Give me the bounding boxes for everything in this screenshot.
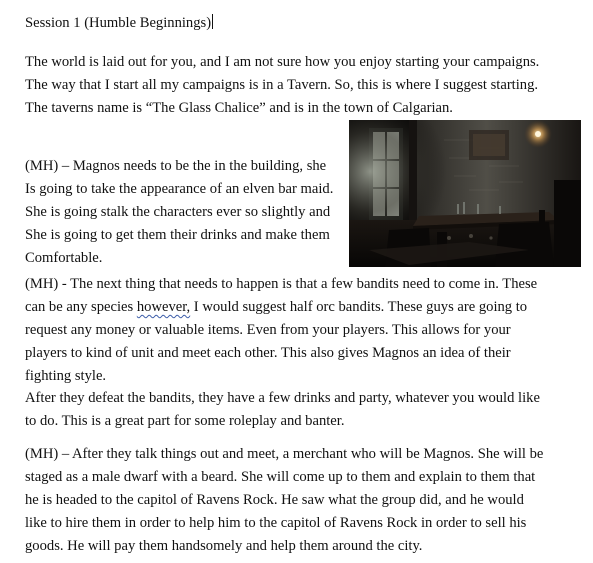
paragraph-line: (MH) – After they talk things out and meet, a merchant who will be Magnos. She will be xyxy=(25,446,544,462)
paragraph-bandits xyxy=(25,273,537,388)
paragraph-after-bandits xyxy=(25,387,540,433)
paragraph-line: he is headed to the capitol of Ravens Rock. He saw what the group did, and he would xyxy=(25,492,524,508)
paragraph-line: to do. This is a great part for some roleplay and banter. xyxy=(25,413,345,429)
tavern-photo-illustration xyxy=(349,120,581,267)
paragraph-line: like to hire them in order to help him to the capitol of Ravens Rock in order to sell his xyxy=(25,515,527,531)
document-title[interactable] xyxy=(25,13,213,33)
paragraph-line: (MH) – Magnos needs to be the in the building, she xyxy=(25,158,327,174)
paragraph-intro xyxy=(25,51,539,120)
paragraph-line: staged as a male dwarf with a beard. She will come up to them and explain to them that xyxy=(25,469,536,485)
paragraph-line: goods. He will pay them handsomely and help them around the city. xyxy=(25,538,423,554)
paragraph-line: request any money or valuable items. Even from your players. This allows for your xyxy=(25,322,511,338)
paragraph-magnos-intro xyxy=(25,155,333,270)
paragraph-line: fighting style. xyxy=(25,368,107,384)
paragraph-line: The taverns name is “The Glass Chalice” and is in the town of Calgarian. xyxy=(25,100,453,116)
paragraph-line: Is going to take the appearance of an elven bar maid. xyxy=(25,181,334,197)
paragraph-line: (MH) - The next thing that needs to happen is that a few bandits need to come in. These xyxy=(25,276,538,292)
paragraph-line: After they defeat the bandits, they have a few drinks and party, whatever you would like xyxy=(25,390,540,406)
paragraph-line: The world is laid out for you, and I am not sure how you enjoy starting your campaigns. xyxy=(25,54,540,70)
text-cursor xyxy=(212,14,213,29)
paragraph-line xyxy=(25,296,537,319)
paragraph-line: The way that I start all my campaigns is in a Tavern. So, this is where I suggest starting. xyxy=(25,77,539,93)
line-text: I would suggest half orc bandits. These guys are going to xyxy=(190,299,528,315)
paragraph-line: players to kind of unit and meet each other. This also gives Magnos an idea of their xyxy=(25,345,511,361)
tavern-photo[interactable] xyxy=(349,120,581,267)
paragraph-line: Comfortable. xyxy=(25,250,103,266)
spellcheck-flagged-word[interactable]: however, xyxy=(136,299,191,315)
paragraph-merchant xyxy=(25,443,543,558)
paragraph-line: She is going to get them their drinks and make them xyxy=(25,227,330,243)
document-title-text: Session 1 (Humble Beginnings) xyxy=(25,15,212,31)
paragraph-line: She is going stalk the characters ever so slightly and xyxy=(25,204,331,220)
line-text: can be any species xyxy=(25,299,137,315)
